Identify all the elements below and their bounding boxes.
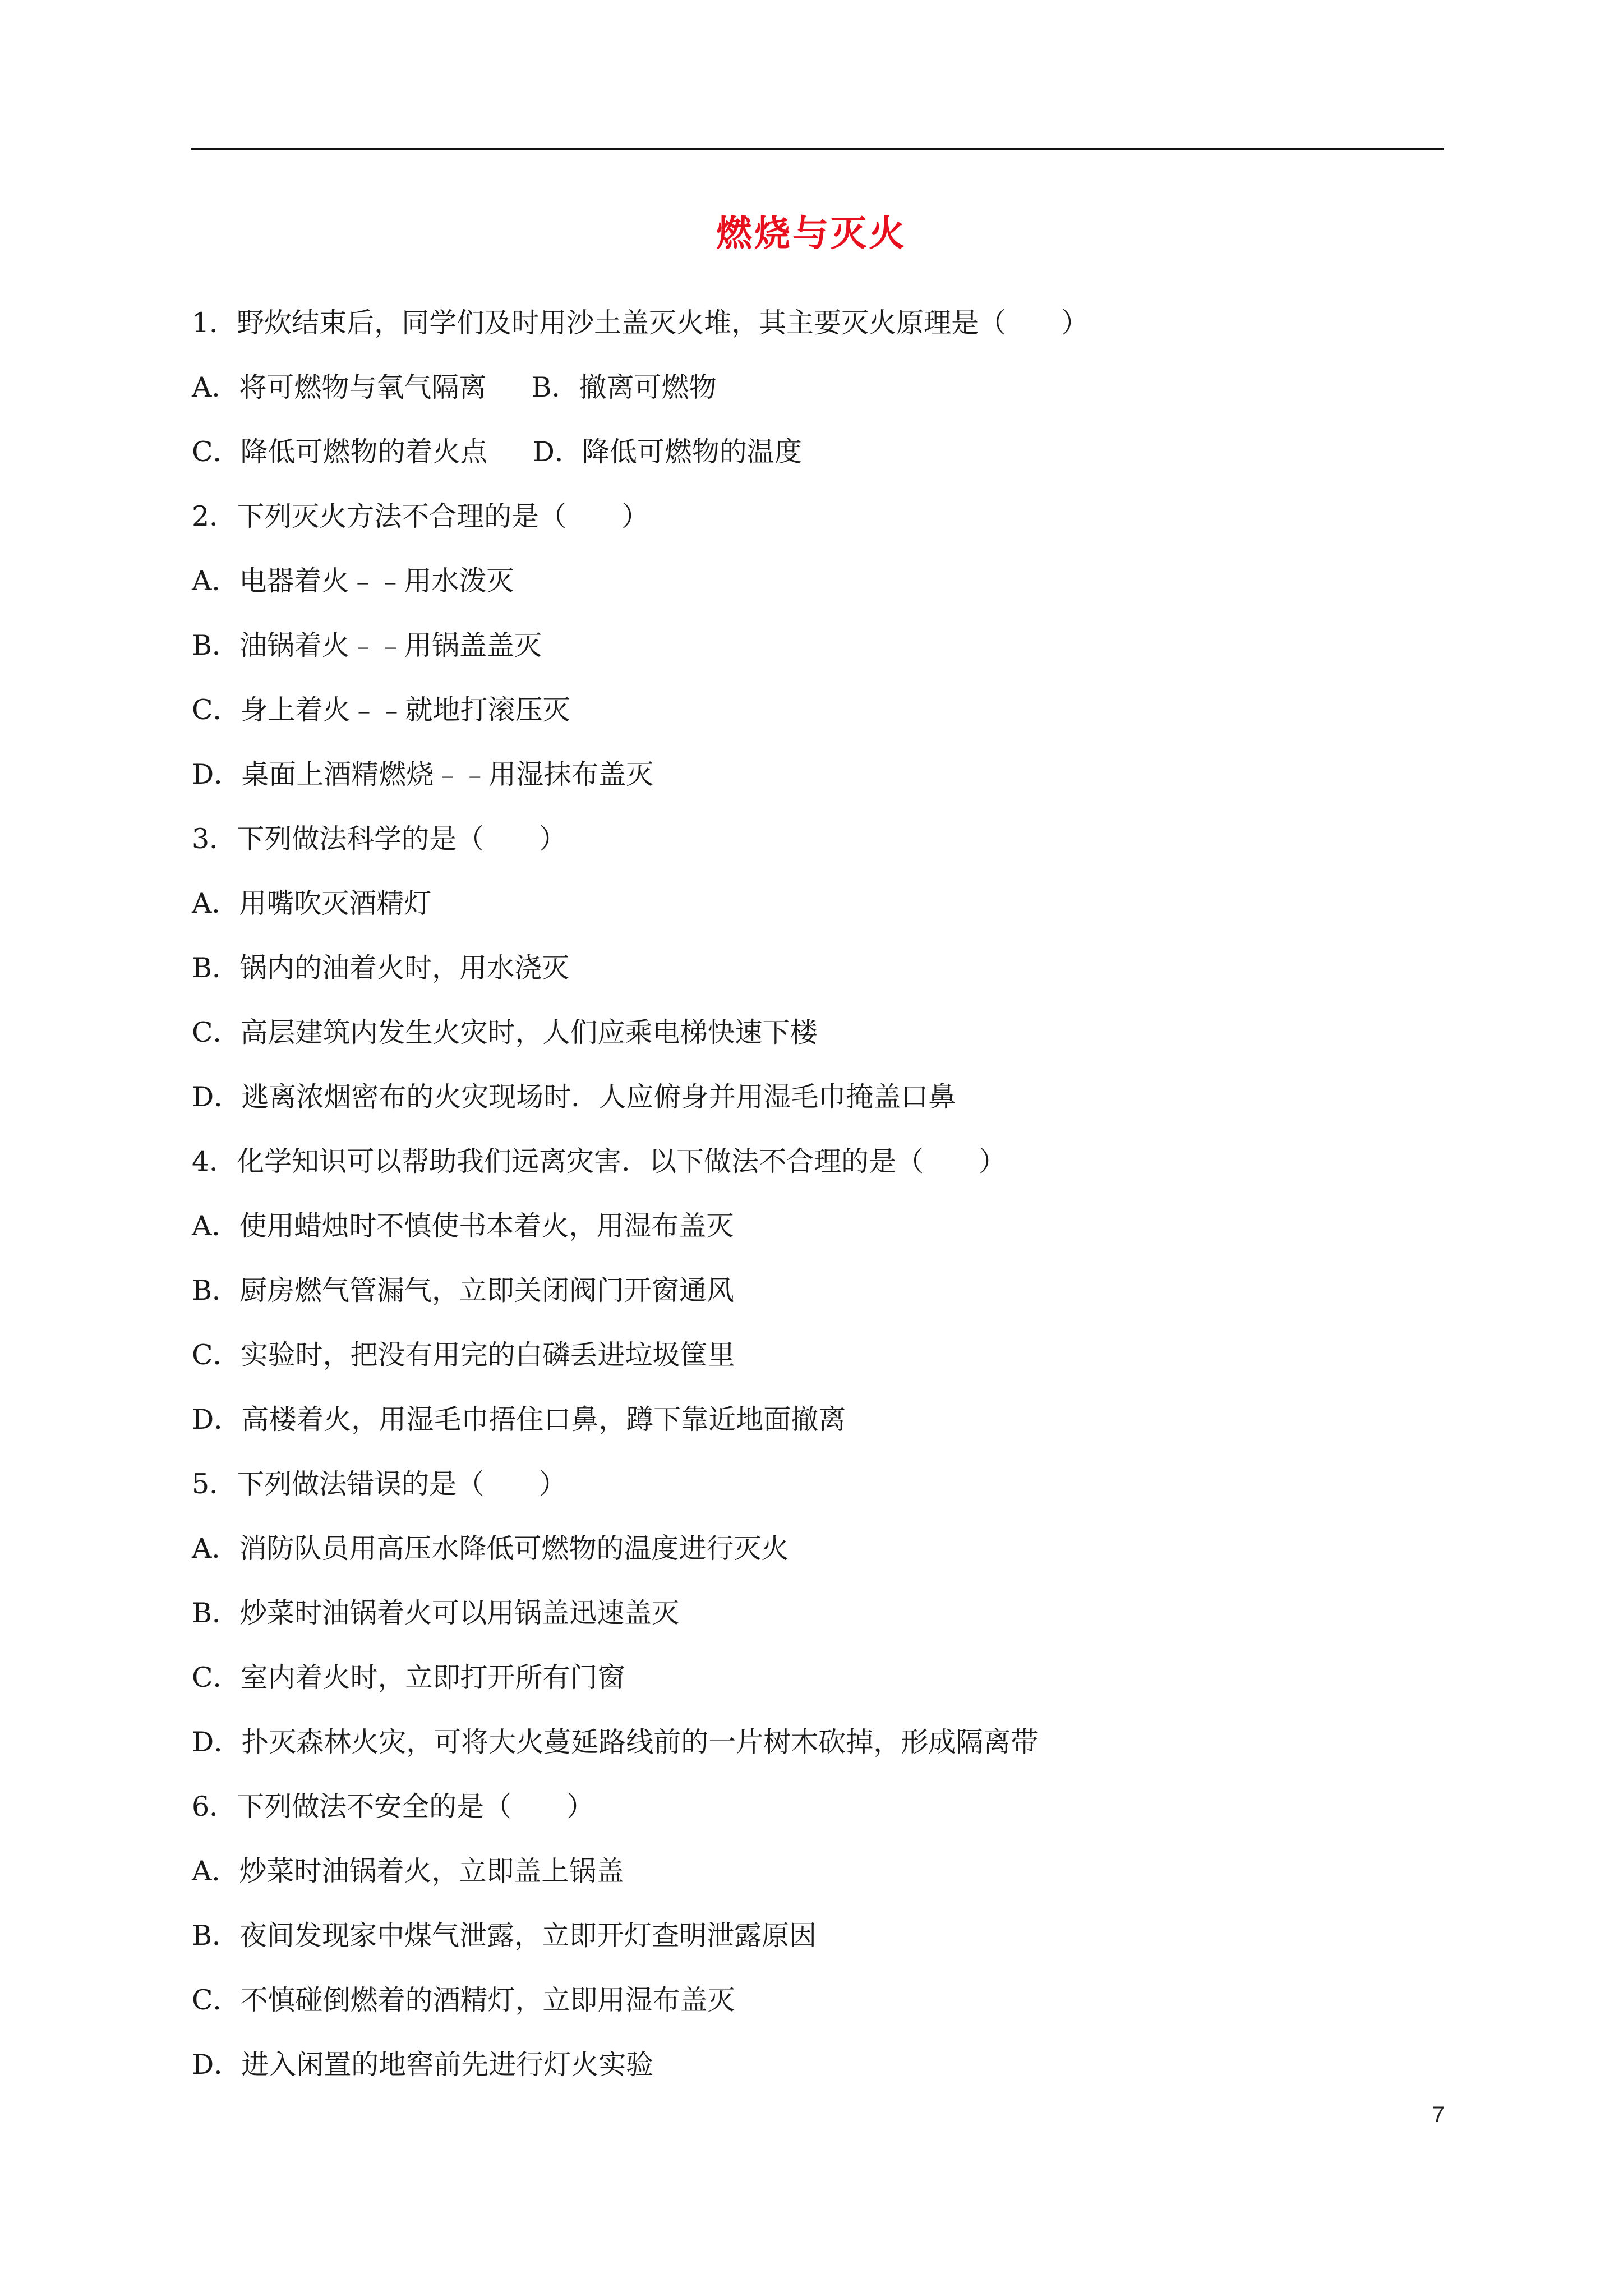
question-3-option-c: C．高层建筑内发生火灾时，人们应乘电梯快速下楼: [192, 1016, 818, 1048]
question-6-option-d: D．进入闲置的地窖前先进行灯火实验: [192, 2049, 654, 2081]
question-2-stem: 2．下列灭火方法不合理的是（ ）: [192, 500, 649, 532]
question-5-option-c: C．室内着火时，立即打开所有门窗: [192, 1662, 625, 1694]
question-2-option-c: C．身上着火﹣﹣就地打滚压灭: [192, 694, 570, 726]
question-list: [192, 291, 1448, 2097]
question-5-stem: 5．下列做法错误的是（ ）: [192, 1468, 567, 1500]
question-5-option-b: B．炒菜时油锅着火可以用锅盖迅速盖灭: [192, 1597, 680, 1629]
question-2-option-a: A．电器着火﹣﹣用水泼灭: [192, 565, 514, 597]
question-4-option-c: C．实验时，把没有用完的白磷丢进垃圾筐里: [192, 1339, 735, 1371]
question-4-option-b: B．厨房燃气管漏气，立即关闭阀门开窗通风: [192, 1274, 735, 1306]
question-2-option-d: D．桌面上酒精燃烧﹣﹣用湿抹布盖灭: [192, 758, 654, 790]
question-5-option-a: A．消防队员用高压水降低可燃物的温度进行灭火: [192, 1533, 789, 1565]
page-number: 7: [1432, 2102, 1445, 2127]
question-4-stem: 4．化学知识可以帮助我们远离灾害．以下做法不合理的是（ ）: [192, 1145, 1007, 1177]
question-1-options-row-2: C．降低可燃物的着火点 D．降低可燃物的温度: [192, 436, 802, 468]
header-rule: [191, 148, 1444, 150]
question-6-option-b: B．夜间发现家中煤气泄露，立即开灯查明泄露原因: [192, 1920, 817, 1952]
question-3-option-b: B．锅内的油着火时，用水浇灭: [192, 952, 570, 984]
question-5-option-d: D．扑灭森林火灾，可将大火蔓延路线前的一片树木砍掉，形成隔离带: [192, 1726, 1039, 1758]
question-2-option-b: B．油锅着火﹣﹣用锅盖盖灭: [192, 629, 542, 661]
question-6-option-a: A．炒菜时油锅着火，立即盖上锅盖: [192, 1855, 624, 1887]
question-3-option-a: A．用嘴吹灭酒精灯: [192, 887, 432, 919]
question-3-option-d: D．逃离浓烟密布的火灾现场时．人应俯身并用湿毛巾掩盖口鼻: [192, 1081, 956, 1113]
page-title: 燃烧与灭火: [716, 213, 907, 255]
question-6-option-c: C．不慎碰倒燃着的酒精灯，立即用湿布盖灭: [192, 1984, 735, 2016]
question-1-stem: 1．野炊结束后，同学们及时用沙土盖灭火堆，其主要灭火原理是（ ）: [192, 307, 1089, 339]
question-4-option-a: A．使用蜡烛时不慎使书本着火，用湿布盖灭: [192, 1210, 734, 1242]
question-6-stem: 6．下列做法不安全的是（ ）: [192, 1791, 594, 1823]
question-3-stem: 3．下列做法科学的是（ ）: [192, 823, 567, 855]
question-1-options-row-1: A．将可燃物与氧气隔离 B．撤离可燃物: [192, 371, 717, 403]
question-4-option-d: D．高楼着火，用湿毛巾捂住口鼻，蹲下靠近地面撤离: [192, 1404, 846, 1435]
